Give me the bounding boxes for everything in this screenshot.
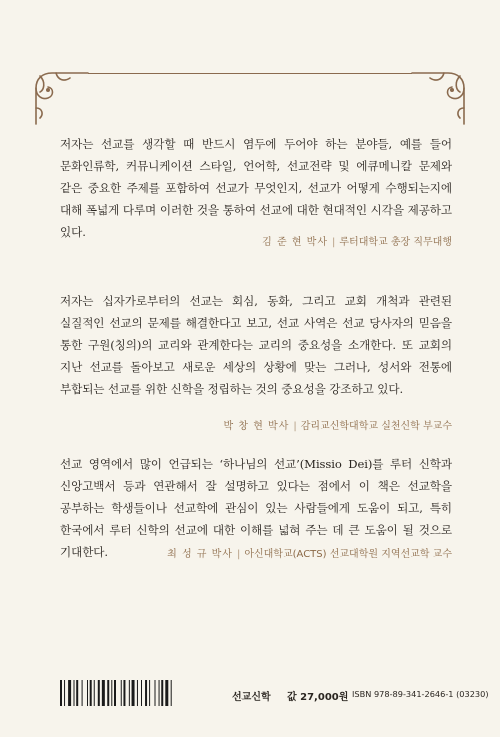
endorser-name: 최 성 규 박사	[167, 549, 233, 560]
isbn-number: ISBN 978-89-341-2646-1 (03230)	[352, 689, 489, 699]
endorser-affiliation: 감리교신학대학교 실천신학 부교수	[300, 421, 452, 432]
endorser-affiliation: 루터대학교 총장 직무대행	[339, 237, 452, 248]
citation-separator: |	[236, 549, 241, 560]
book-category: 선교신학	[232, 692, 271, 703]
barcode-icon	[60, 680, 210, 706]
citation-separator: |	[293, 421, 297, 432]
frame-top-rule	[88, 73, 412, 74]
book-price: 값 27,000원	[287, 692, 349, 703]
endorser-citation	[60, 417, 452, 432]
citation-separator: |	[332, 237, 336, 248]
endorser-citation	[60, 545, 452, 560]
endorser-name: 박 창 현 박사	[223, 421, 290, 432]
endorsement-text: 저자는 선교를 생각할 때 반드시 염두에 두어야 하는 분야들, 예를 들어 문화인류학, 커뮤니케이션 스타일, 언어학, 선교전략 및 에큐메니칼 문제와 같은 중요한 주제를 포함하여 선교가 무엇인지, 선교가 어떻게 수행되는지에 대해 폭넓게 다루며 이러한 것을 통하여 선교에 대한 현대적인 시각을 제공하고 있다.	[60, 137, 452, 239]
endorser-name: 김 준 현 박사	[262, 237, 328, 248]
endorser-affiliation: 아신대학교(ACTS) 선교대학원 지역선교학 교수	[244, 549, 452, 560]
endorsement-text: 선교 영역에서 많이 언급되는 ‘하나님의 선교’(Missio Dei)를 루터 신학과 신앙고백서 등과 연관해서 잘 설명하고 있다는 점에서 이 책은 선교학을 공부하는 학생들이나 선교학에 관심이 있는 사람들에게 도움이 되고, 특히 한국에서 루터 신학의 선교에 대한 이해를 넓혀 주는 데 큰 도움이 될 것으로 기대한다.	[60, 457, 452, 559]
flourish-ornament-icon	[30, 68, 90, 128]
endorser-citation	[60, 233, 452, 248]
endorsement-text: 저자는 십자가로부터의 선교는 회심, 동화, 그리고 교회 개척과 관련된 실질적인 선교의 문제를 해결한다고 보고, 선교 사역은 선교 당사자의 믿음을 통한 구원(칭의)의 교리와 관계한다는 교리의 중요성을 소개한다. 또 교회의 지난 선교를 돌아보고 새로운 세상의 상황에 맞는 그러나, 성서와 전통에 부합되는 선교를 위한 신학을 정립하는 것의 중요성을 강조하고 있다.	[60, 294, 452, 396]
flourish-ornament-icon	[410, 68, 470, 128]
back-cover-footer	[0, 680, 500, 710]
